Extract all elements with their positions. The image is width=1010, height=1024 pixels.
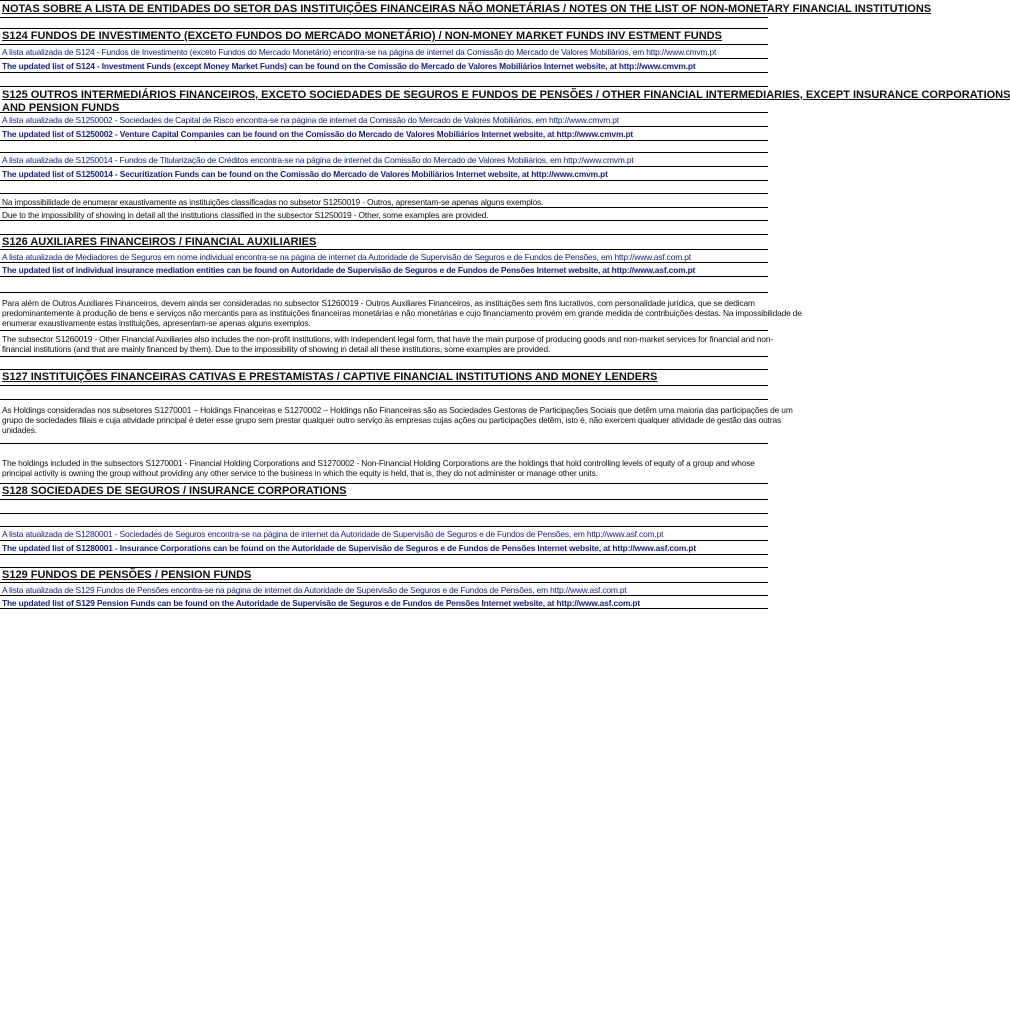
s127-holdings-pt-line2: grupo de sociedades filiais e cuja atividade principal é deter esse grupo sem prestar qualquer outro serviço às empresas cujas ações ou participações detêm, isto é, não exercem qualquer atividade de gestão das outras	[2, 415, 782, 425]
s124-note-en: The updated list of S124 - Investment Funds (except Money Market Funds) can be found on the Comissão do Mercado de Valores Mobiliários Internet website, at http://www.cmvm.pt	[0, 58, 768, 72]
section-heading-s128: S128 SOCIEDADES DE SEGUROS / INSURANCE CORPORATIONS	[0, 483, 768, 499]
s128-note-en: The updated list of S1280001 - Insurance Corporations can be found on the Autoridade de Supervisão de Seguros e de Fundos de Pensões Internet website, at http://www.asf.com.pt	[0, 540, 768, 554]
s127-holdings-pt-line1: As Holdings consideradas nos subsetores S1270001 – Holdings Financeiras e S1270002 – Holdings não Financeiras são as Sociedades Gestoras de Participações Sociais que detêm uma maioria das participações de um	[2, 405, 793, 415]
empty-row	[0, 17, 768, 28]
s124-note-pt: A lista atualizada de S124 - Fundos de Investimento (exceto Fundos do Mercado Monetário) encontra-se na página de internet da Comissão do Mercado de Valores Mobiliários, em http://www.cmvm.pt	[0, 44, 768, 58]
section-heading-s127: S127 INSTITUIÇÕES FINANCEIRAS CATIVAS E PRESTAMISTAS / CAPTIVE FINANCIAL INSTITUTIONS AND MONEY LENDERS	[0, 369, 768, 385]
s126-note-en: The updated list of individual insurance mediation entities can be found on Autoridade de Supervisão de Seguros e de Fundos de Pensões Internet website, at http://www.asf.com.pt	[0, 262, 768, 276]
s129-note-en: The updated list of S129 Pension Funds can be found on the Autoridade de Supervisão de Seguros e de Fundos de Pensões Internet website, at http://www.asf.com.pt	[0, 595, 768, 609]
section-heading-s126: S126 AUXILIARES FINANCEIROS / FINANCIAL AUXILIARIES	[0, 234, 768, 249]
s125-securitization-en: The updated list of S1250014 - Securitization Funds can be found on the Comissão do Mercado de Valores Mobiliários Internet website, at http://www.cmvm.pt	[0, 166, 768, 180]
empty-row	[0, 499, 768, 513]
empty-row	[0, 554, 768, 567]
s125-other-en: Due to the impossibility of showing in detail all the institutions classified in the subsector S1250019 - Other, some examples are provided.	[0, 207, 768, 220]
empty-row	[0, 140, 768, 152]
s128-note-pt: A lista atualizada de S1280001 - Sociedades de Seguros encontra-se na página de internet da Autoridade de Supervisão de Seguros e de Fundos de Pensões, em http://www.asf.com.pt	[0, 526, 768, 540]
s125-venture-capital-pt: A lista atualizada de S1250002 - Sociedades de Capital de Risco encontra-se na página de internet da Comissão do Mercado de Valores Mobiliários, em http://www.cmvm.pt	[0, 112, 768, 126]
empty-row	[0, 276, 768, 292]
s126-other-auxiliaries-en	[0, 330, 773, 356]
s125-securitization-pt: A lista atualizada de S1250014 - Fundos de Titularização de Créditos encontra-se na página de internet da Comissão do Mercado de Valores Mobiliários, em http://www.cmvm.pt	[0, 152, 768, 166]
s125-heading-line1: S125 OUTROS INTERMEDIÁRIOS FINANCEIROS, EXCETO SOCIEDADES DE SEGUROS E FUNDOS DE PENSÕES / OTHER FINANCIAL INTERMEDIARIES, EXCEPT INSURANCE CORPORATIONS	[2, 89, 1010, 101]
section-heading-s129: S129 FUNDOS DE PENSÕES / PENSION FUNDS	[0, 567, 768, 582]
s126-other-pt-line3: enumerar exaustivamente estas instituições, apresentam-se apenas alguns exemplos.	[2, 318, 311, 328]
section-heading-s125	[0, 86, 1010, 114]
s127-holdings-en	[0, 443, 768, 483]
empty-row	[0, 513, 768, 526]
s129-note-pt: A lista atualizada de S129 Fundos de Pensões encontra-se na página de internet da Autoridade de Supervisão de Seguros e de Fundos de Pensões, em http://www.asf.com.pt	[0, 582, 768, 595]
s126-other-en-line2: financial institutions (and that are mainly financed by them). Due to the impossibility of showing in detail all these institutions, some examples are provided.	[2, 344, 551, 354]
s126-other-en-line1: The subsector S1260019 - Other Financial Auxiliaries also includes the non-profit institutions, with independent legal form, that have the main purpose of producing goods and non-market services for financial and non-	[2, 334, 773, 344]
s126-note-pt: A lista atualizada de Mediadores de Seguros em nome individual encontra-se na página de internet da Autoridade de Supervisão de Seguros e de Fundos de Pensões, em http://www.asf.com.pt	[0, 249, 768, 262]
empty-row	[0, 385, 768, 399]
s125-venture-capital-en: The updated list of S1250002 - Venture Capital Companies can be found on the Comissão do Mercado de Valores Mobiliários Internet website, at http://www.cmvm.pt	[0, 126, 768, 140]
empty-row	[0, 220, 768, 234]
s125-heading-line2: AND PENSION FUNDS	[2, 102, 120, 114]
empty-row	[0, 72, 768, 86]
s127-holdings-en-line1: The holdings included in the subsectors S1270001 - Financial Holding Corporations and S1270002 - Non-Financial Holding Corporations are the holdings that hold controlling levels of equity of a group and whose	[2, 458, 755, 468]
page-title: NOTAS SOBRE A LISTA DE ENTIDADES DO SETOR DAS INSTITUIÇÕES FINANCEIRAS NÃO MONETÁRIAS / NOTES ON THE LIST OF NON-MONETARY FINANCIAL INSTITUTIONS	[0, 0, 768, 17]
s126-other-auxiliaries-pt	[0, 292, 802, 330]
s126-other-pt-line1: Para além de Outros Auxiliares Financeiros, devem ainda ser consideradas no subsector S1260019 - Outros Auxiliares Financeiros, as instituições sem fins lucrativos, com personalidade jurídica, que se dedicam	[2, 298, 755, 308]
s126-other-pt-line2: predominantemente à produção de bens e serviços não mercantis para as instituições financeiras monetárias e não monetárias e cujo financiamento provém em grande medida de contribuições destas. Na impossibilidade de	[2, 308, 802, 318]
empty-row	[0, 356, 768, 369]
empty-row	[0, 180, 768, 193]
s125-other-pt: Na impossibilidade de enumerar exaustivamente as instituições classificadas no subsetor S1250019 - Outros, apresentam-se apenas alguns exemplos.	[0, 193, 768, 207]
s127-holdings-pt-line3: unidades.	[2, 425, 37, 435]
s127-holdings-en-line2: principal activity is owning the group without providing any other service to the business in which the equity is held, that is, they do not administer or manage other units.	[2, 468, 598, 478]
s127-holdings-pt	[0, 399, 793, 443]
section-heading-s124: S124 FUNDOS DE INVESTIMENTO (EXCETO FUNDOS DO MERCADO MONETÁRIO) / NON-MONEY MARKET FUNDS INV ESTMENT FUNDS	[0, 28, 768, 44]
